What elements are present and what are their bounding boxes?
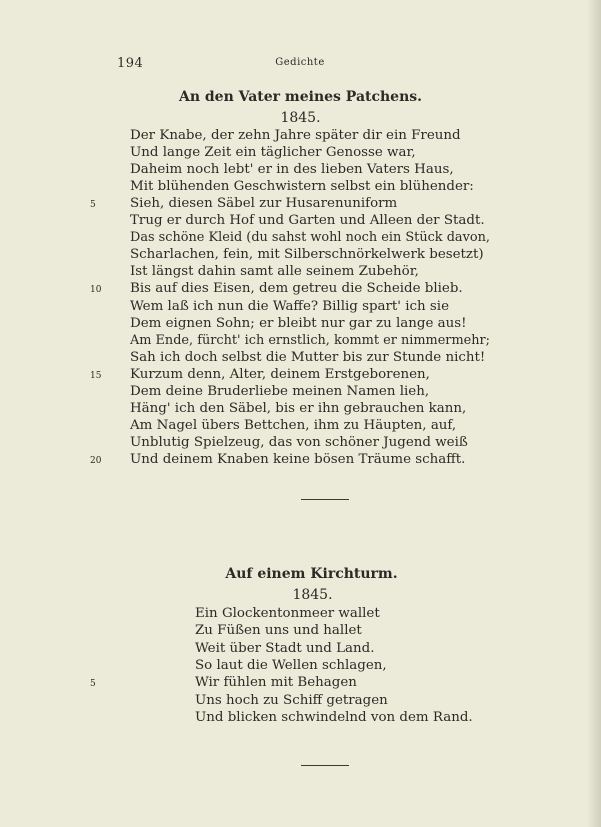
poem-line: Und deinem Knaben keine bösen Träume schafft. [130, 451, 466, 467]
poem-line: Trug er durch Hof und Garten und Alleen der Stadt. [130, 213, 485, 229]
poem-line: Weit über Stadt und Land. [195, 640, 375, 656]
line-number: 15 [90, 370, 102, 381]
line-number: 5 [90, 679, 96, 690]
poem-line: Am Ende, fürcht' ich ernstlich, kommt er nimmermehr; [130, 332, 490, 348]
poem-line: So laut die Wellen schlagen, [195, 657, 387, 673]
page-number: 194 [117, 56, 144, 71]
poem-line: Unblutig Spielzeug, das von schöner Jugend weiß [130, 434, 468, 450]
poem-line: Häng' ich den Säbel, bis er ihn gebrauchen kann, [130, 400, 467, 416]
poem-line: Wir fühlen mit Behagen [195, 675, 357, 691]
poem-year-1: 1845. [280, 110, 321, 126]
line-number: 5 [90, 200, 96, 211]
poem-line: Ein Glockentonmeer wallet [195, 606, 380, 621]
poem-line: Das schöne Kleid (du sahst wohl noch ein Stück davon, [130, 230, 490, 246]
poem-line: Daheim noch lebt' er in des lieben Vaters Haus, [130, 162, 454, 178]
poem-line: Der Knabe, der zehn Jahre später dir ein Freund [130, 128, 461, 143]
poem-line: Dem deine Bruderliebe meinen Namen lieh, [130, 383, 430, 399]
poem-line: Scharlachen, fein, mit Silberschnörkelwerk besetzt) [130, 247, 484, 263]
poem-line: Dem eignen Sohn; er bleibt nur gar zu lange aus! [130, 315, 467, 331]
poem-line: Wem laß ich nun die Waffe? Billig spart' ich sie [130, 298, 449, 314]
section-divider-2 [301, 765, 349, 766]
poem-line: Bis auf dies Eisen, dem getreu die Scheide blieb. [130, 281, 463, 297]
poem-line: Kurzum denn, Alter, deinem Erstgeborenen, [130, 366, 430, 382]
poem-title-1: An den Vater meines Patchens. [178, 89, 423, 105]
page-header [0, 56, 601, 76]
poem-line: Uns hoch zu Schiff getragen [195, 692, 388, 708]
section-divider-1 [301, 499, 349, 500]
line-number: 10 [90, 285, 102, 296]
poem-line: Und blicken schwindelnd von dem Rand. [195, 709, 473, 725]
poem-line: Und lange Zeit ein täglicher Genosse war, [130, 145, 416, 161]
poem-year-2: 1845. [292, 587, 333, 603]
poem-line: Am Nagel übers Bettchen, ihm zu Häupten, auf, [130, 417, 457, 433]
poem-line: Zu Füßen uns und hallet [195, 623, 362, 639]
running-head: Gedichte [275, 57, 325, 68]
poem-line: Ist längst dahin samt alle seinem Zubehör, [130, 264, 419, 280]
poem-title-2: Auf einem Kirchturm. [225, 566, 398, 582]
poem-line: Sieh, diesen Säbel zur Husarenuniform [130, 196, 398, 212]
poem-line: Mit blühenden Geschwistern selbst ein blühender: [130, 179, 474, 195]
poem-line: Sah ich doch selbst die Mutter bis zur Stunde nicht! [130, 349, 486, 365]
line-number: 20 [90, 455, 102, 466]
